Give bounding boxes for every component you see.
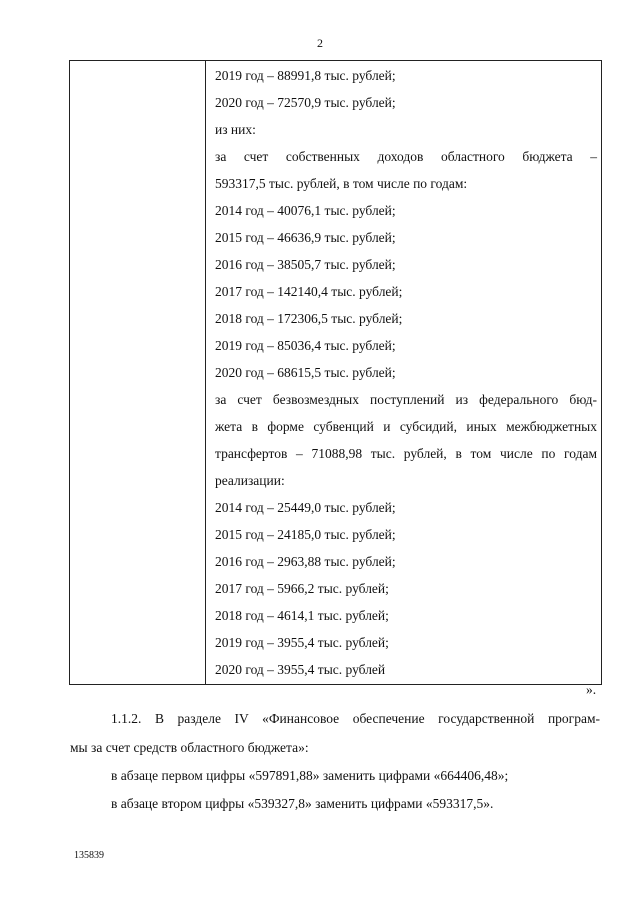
table-line: 2018 год – 4614,1 тыс. рублей; <box>215 608 389 623</box>
amendment-first-paragraph: в абзаце первом цифры «597891,88» заменить цифрами «664406,48»; <box>111 768 509 783</box>
table-line: 2014 год – 25449,0 тыс. рублей; <box>215 500 396 515</box>
amendment-item-heading: 1.1.2. В разделе IV «Финансовое обеспечение государственной програм- <box>111 711 600 726</box>
table-line: 2017 год – 5966,2 тыс. рублей; <box>215 581 389 596</box>
table-line: 2020 год – 68615,5 тыс. рублей; <box>215 365 396 380</box>
table-line: из них: <box>215 122 256 137</box>
table-line: 593317,5 тыс. рублей, в том числе по годам: <box>215 176 468 191</box>
document-code: 135839 <box>74 850 104 861</box>
table-line: реализации: <box>215 473 285 488</box>
table-line: 2019 год – 85036,4 тыс. рублей; <box>215 338 396 353</box>
table-line: за счет безвозмездных поступлений из федерального бюд- <box>215 392 597 407</box>
table-line: 2018 год – 172306,5 тыс. рублей; <box>215 311 403 326</box>
table-line: 2016 год – 38505,7 тыс. рублей; <box>215 257 396 272</box>
table-line: 2017 год – 142140,4 тыс. рублей; <box>215 284 403 299</box>
funding-table <box>69 60 602 685</box>
table-line: за счет собственных доходов областного бюджета – <box>215 149 597 164</box>
closing-quote: ». <box>586 682 597 697</box>
page-number: 2 <box>317 36 323 50</box>
table-line: 2019 год – 88991,8 тыс. рублей; <box>215 68 396 83</box>
table-left-column <box>70 61 206 684</box>
table-line: 2020 год – 3955,4 тыс. рублей <box>215 662 386 677</box>
table-line: 2015 год – 24185,0 тыс. рублей; <box>215 527 396 542</box>
table-line: 2014 год – 40076,1 тыс. рублей; <box>215 203 396 218</box>
table-line: 2019 год – 3955,4 тыс. рублей; <box>215 635 389 650</box>
amendment-item-continuation: мы за счет средств областного бюджета»: <box>70 740 309 755</box>
table-line: жета в форме субвенций и субсидий, иных межбюджетных <box>215 419 597 434</box>
table-line: трансфертов – 71088,98 тыс. рублей, в том числе по годам <box>215 446 597 461</box>
table-line: 2020 год – 72570,9 тыс. рублей; <box>215 95 396 110</box>
table-line: 2015 год – 46636,9 тыс. рублей; <box>215 230 396 245</box>
table-right-column <box>206 61 601 684</box>
table-line: 2016 год – 2963,88 тыс. рублей; <box>215 554 396 569</box>
amendment-second-paragraph: в абзаце втором цифры «539327,8» заменить цифрами «593317,5». <box>111 796 494 811</box>
